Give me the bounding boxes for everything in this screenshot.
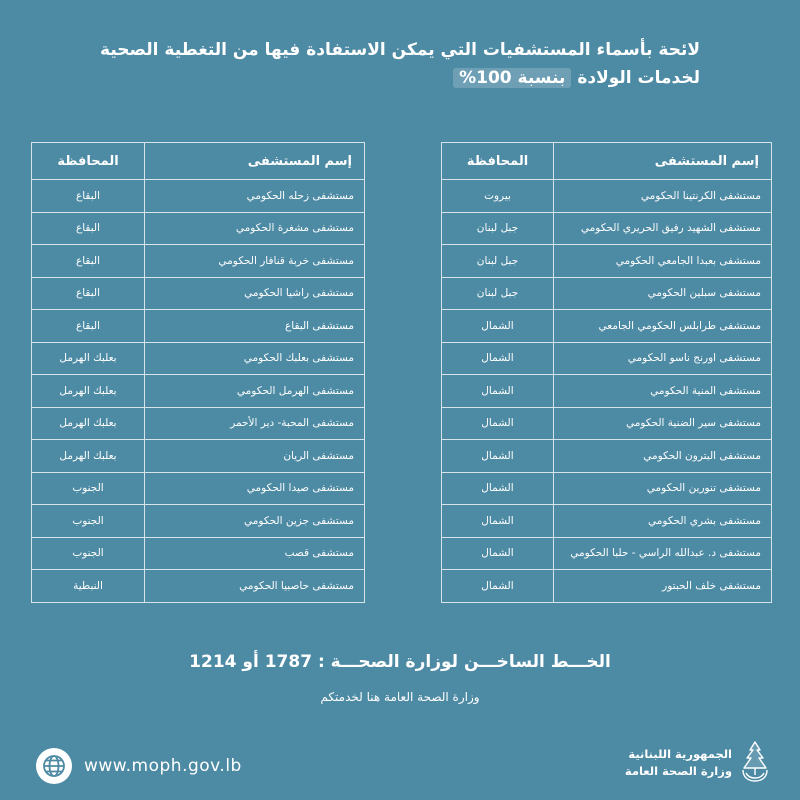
header-governorate: المحافظة (442, 143, 554, 180)
table-row (442, 375, 772, 408)
hospital-name-cell: مستشفى البقاع (145, 310, 365, 343)
governorate-cell: بيروت (442, 180, 554, 213)
table-row (32, 310, 365, 343)
table-row (32, 505, 365, 538)
table-row (32, 570, 365, 603)
logo-line-2: وزارة الصحة العامة (624, 764, 732, 778)
governorate-cell: جبل لبنان (442, 277, 554, 310)
title-line-2-prefix: لخدمات الولادة (571, 68, 700, 88)
governorate-cell: الجنوب (32, 505, 145, 538)
header-hospital-name: إسم المستشفى (145, 143, 365, 180)
hospital-name-cell: مستشفى طرابلس الحكومي الجامعي (554, 310, 772, 343)
hospital-name-cell: مستشفى المنية الحكومي (554, 375, 772, 408)
website-footer[interactable] (36, 746, 242, 786)
table-row (442, 342, 772, 375)
hospital-name-cell: مستشفى الشهيد رفيق الحريري الحكومي (554, 212, 772, 245)
governorate-cell: الشمال (442, 505, 554, 538)
hospital-name-cell: مستشفى بشري الحكومي (554, 505, 772, 538)
hospital-name-cell: مستشفى الريان (145, 440, 365, 473)
governorate-cell: بعلبك الهرمل (32, 407, 145, 440)
header-governorate: المحافظة (32, 143, 145, 180)
table-row (442, 440, 772, 473)
table-row (32, 375, 365, 408)
hospital-name-cell: مستشفى تنورين الحكومي (554, 472, 772, 505)
governorate-cell: النبطية (32, 570, 145, 603)
hospital-name-cell: مستشفى مشغرة الحكومي (145, 212, 365, 245)
governorate-cell: الشمال (442, 375, 554, 408)
governorate-cell: جبل لبنان (442, 245, 554, 278)
governorate-cell: البقاع (32, 310, 145, 343)
table-row (442, 180, 772, 213)
governorate-cell: البقاع (32, 245, 145, 278)
table-row (442, 212, 772, 245)
hospital-name-cell: مستشفى جزين الحكومي (145, 505, 365, 538)
title-highlight: بنسبة 100% (453, 68, 571, 88)
hospitals-table-left (31, 142, 365, 603)
governorate-cell: الجنوب (32, 537, 145, 570)
table-row (442, 277, 772, 310)
hospital-name-cell: مستشفى البترون الحكومي (554, 440, 772, 473)
governorate-cell: الشمال (442, 537, 554, 570)
table-row (442, 407, 772, 440)
table-row (442, 537, 772, 570)
hospital-name-cell: مستشفى خلف الحبتور (554, 570, 772, 603)
ministry-logo (625, 740, 770, 786)
governorate-cell: بعلبك الهرمل (32, 440, 145, 473)
cedar-logo-icon (740, 740, 770, 786)
governorate-cell: الشمال (442, 440, 554, 473)
hospital-name-cell: مستشفى المحبة- دير الأحمر (145, 407, 365, 440)
hospital-name-cell: مستشفى خربة قنافار الحكومي (145, 245, 365, 278)
title-line-1: لائحة بأسماء المستشفيات التي يمكن الاستفادة فيها من التغطية الصحية (100, 40, 700, 60)
table-header-row (32, 143, 365, 180)
governorate-cell: الشمال (442, 407, 554, 440)
table-row (32, 212, 365, 245)
hospital-name-cell: مستشفى سير الضنية الحكومي (554, 407, 772, 440)
hospital-name-cell: مستشفى الكرنتينا الحكومي (554, 180, 772, 213)
table-row (32, 245, 365, 278)
hospital-name-cell: مستشفى صيدا الحكومي (145, 472, 365, 505)
governorate-cell: بعلبك الهرمل (32, 375, 145, 408)
governorate-cell: جبل لبنان (442, 212, 554, 245)
website-url[interactable]: www.moph.gov.lb (84, 756, 242, 776)
table-row (32, 472, 365, 505)
table-row (32, 407, 365, 440)
table-row (32, 180, 365, 213)
hospital-name-cell: مستشفى قصب (145, 537, 365, 570)
table-row (32, 342, 365, 375)
governorate-cell: الشمال (442, 472, 554, 505)
globe-icon (36, 748, 72, 784)
governorate-cell: الشمال (442, 570, 554, 603)
logo-line-1: الجمهورية اللبنانية (628, 747, 732, 761)
hospital-name-cell: مستشفى بعلبك الحكومي (145, 342, 365, 375)
governorate-cell: الجنوب (32, 472, 145, 505)
table-row (32, 277, 365, 310)
table-row (442, 570, 772, 603)
title-line-2 (60, 64, 700, 92)
hospital-name-cell: مستشفى راشيا الحكومي (145, 277, 365, 310)
hospital-name-cell: مستشفى الهرمل الحكومي (145, 375, 365, 408)
hospital-name-cell: مستشفى اورنج ناسو الحكومي (554, 342, 772, 375)
header-hospital-name: إسم المستشفى (554, 143, 772, 180)
table-row (442, 245, 772, 278)
governorate-cell: البقاع (32, 212, 145, 245)
table-row (442, 472, 772, 505)
tagline-text: وزارة الصحة العامة هنا لخدمتكم (320, 690, 480, 704)
governorate-cell: الشمال (442, 342, 554, 375)
table-row (32, 440, 365, 473)
hospital-name-cell: مستشفى بعبدا الجامعي الحكومي (554, 245, 772, 278)
page-title (60, 36, 700, 92)
governorate-cell: البقاع (32, 277, 145, 310)
logo-text (625, 746, 732, 780)
hospital-name-cell: مستشفى د. عبدالله الراسي - حلبا الحكومي (554, 537, 772, 570)
table-row (442, 505, 772, 538)
hospital-name-cell: مستشفى حاصبيا الحكومي (145, 570, 365, 603)
hospital-name-cell: مستشفى زحله الحكومي (145, 180, 365, 213)
governorate-cell: البقاع (32, 180, 145, 213)
governorate-cell: الشمال (442, 310, 554, 343)
hospital-name-cell: مستشفى سبلين الحكومي (554, 277, 772, 310)
table-header-row (442, 143, 772, 180)
governorate-cell: بعلبك الهرمل (32, 342, 145, 375)
hotline-text: الخـــط الساخـــن لوزارة الصحـــة : 1787 أو 1214 (189, 652, 611, 672)
table-row (32, 537, 365, 570)
table-row (442, 310, 772, 343)
hospitals-table-right (441, 142, 772, 603)
